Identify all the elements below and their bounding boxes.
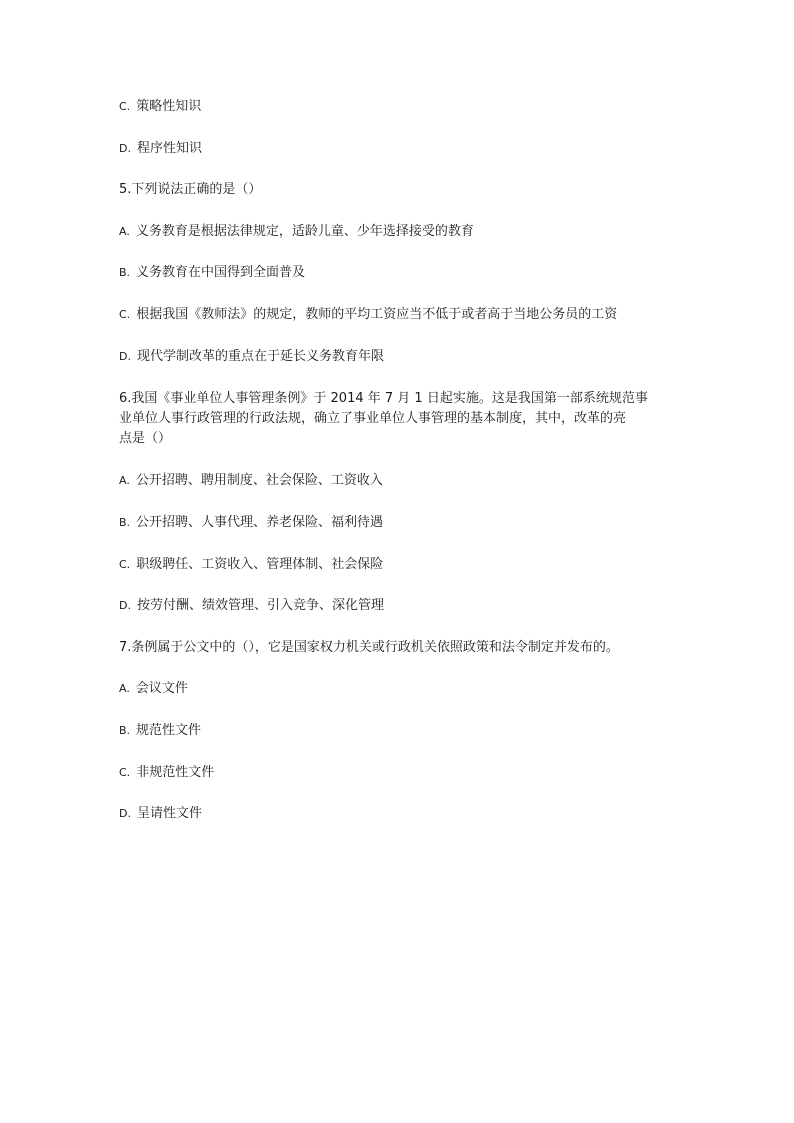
option-letter: B. <box>119 516 131 529</box>
option-text: 职级聘任、工资收入、管理体制、社会保险 <box>136 557 384 572</box>
option-letter: A. <box>119 682 130 695</box>
option-letter: C. <box>119 308 131 321</box>
option-letter: A. <box>119 474 130 487</box>
option-text: 公开招聘、聘用制度、社会保险、工资收入 <box>135 473 383 488</box>
q7-option-b <box>119 721 679 741</box>
q5-option-a <box>119 222 679 242</box>
option-text: 非规范性文件 <box>136 765 215 780</box>
q6-stem-line-3: 点是（） <box>119 431 172 446</box>
option-letter: D. <box>119 599 131 612</box>
option-text: 程序性知识 <box>136 141 202 156</box>
option-letter: B. <box>119 266 131 279</box>
q6-option-b <box>119 513 679 533</box>
q6-option-a <box>119 471 679 491</box>
q4-option-c <box>119 97 679 117</box>
option-text: 策略性知识 <box>136 99 202 114</box>
q5-option-d <box>119 347 679 367</box>
option-text: 公开招聘、人事代理、养老保险、福利待遇 <box>136 515 384 530</box>
option-text: 会议文件 <box>135 681 188 696</box>
option-letter: A. <box>119 225 130 238</box>
q6-option-c <box>119 555 679 575</box>
option-text: 按劳付酬、绩效管理、引入竞争、深化管理 <box>136 598 384 613</box>
q7-option-d <box>119 804 679 824</box>
q6-stem-line-1: 6.我国《事业单位人事管理条例》于 2014 年 7 月 1 日起实施。这是我国第一部系统规范事 <box>119 391 648 406</box>
option-text: 呈请性文件 <box>136 806 202 821</box>
option-text: 义务教育在中国得到全面普及 <box>136 265 306 280</box>
option-letter: D. <box>119 807 131 820</box>
option-letter: D. <box>119 142 131 155</box>
q7-option-a <box>119 679 679 699</box>
option-letter: D. <box>119 350 131 363</box>
q6-stem-line-2: 业单位人事行政管理的行政法规，确立了事业单位人事管理的基本制度，其中，改革的亮 <box>119 411 627 426</box>
option-text: 义务教育是根据法律规定，适龄儿童、少年选择接受的教育 <box>135 224 474 239</box>
option-letter: B. <box>119 724 131 737</box>
option-letter: C. <box>119 558 131 571</box>
q5-option-c <box>119 305 679 325</box>
q4-option-d <box>119 139 679 159</box>
q7-stem: 7.条例属于公文中的（），它是国家权力机关或行政机关依照政策和法令制定并发布的。 <box>119 640 619 655</box>
option-text: 现代学制改革的重点在于延长义务教育年限 <box>136 349 384 364</box>
option-text: 规范性文件 <box>136 723 202 738</box>
option-letter: C. <box>119 766 131 779</box>
q6-option-d <box>119 596 679 616</box>
q5-option-b <box>119 263 679 283</box>
q5-stem: 5.下列说法正确的是（） <box>119 182 262 197</box>
option-letter: C. <box>119 100 131 113</box>
option-text: 根据我国《教师法》的规定，教师的平均工资应当不低于或者高于当地公务员的工资 <box>136 307 618 322</box>
q7-option-c <box>119 763 679 783</box>
